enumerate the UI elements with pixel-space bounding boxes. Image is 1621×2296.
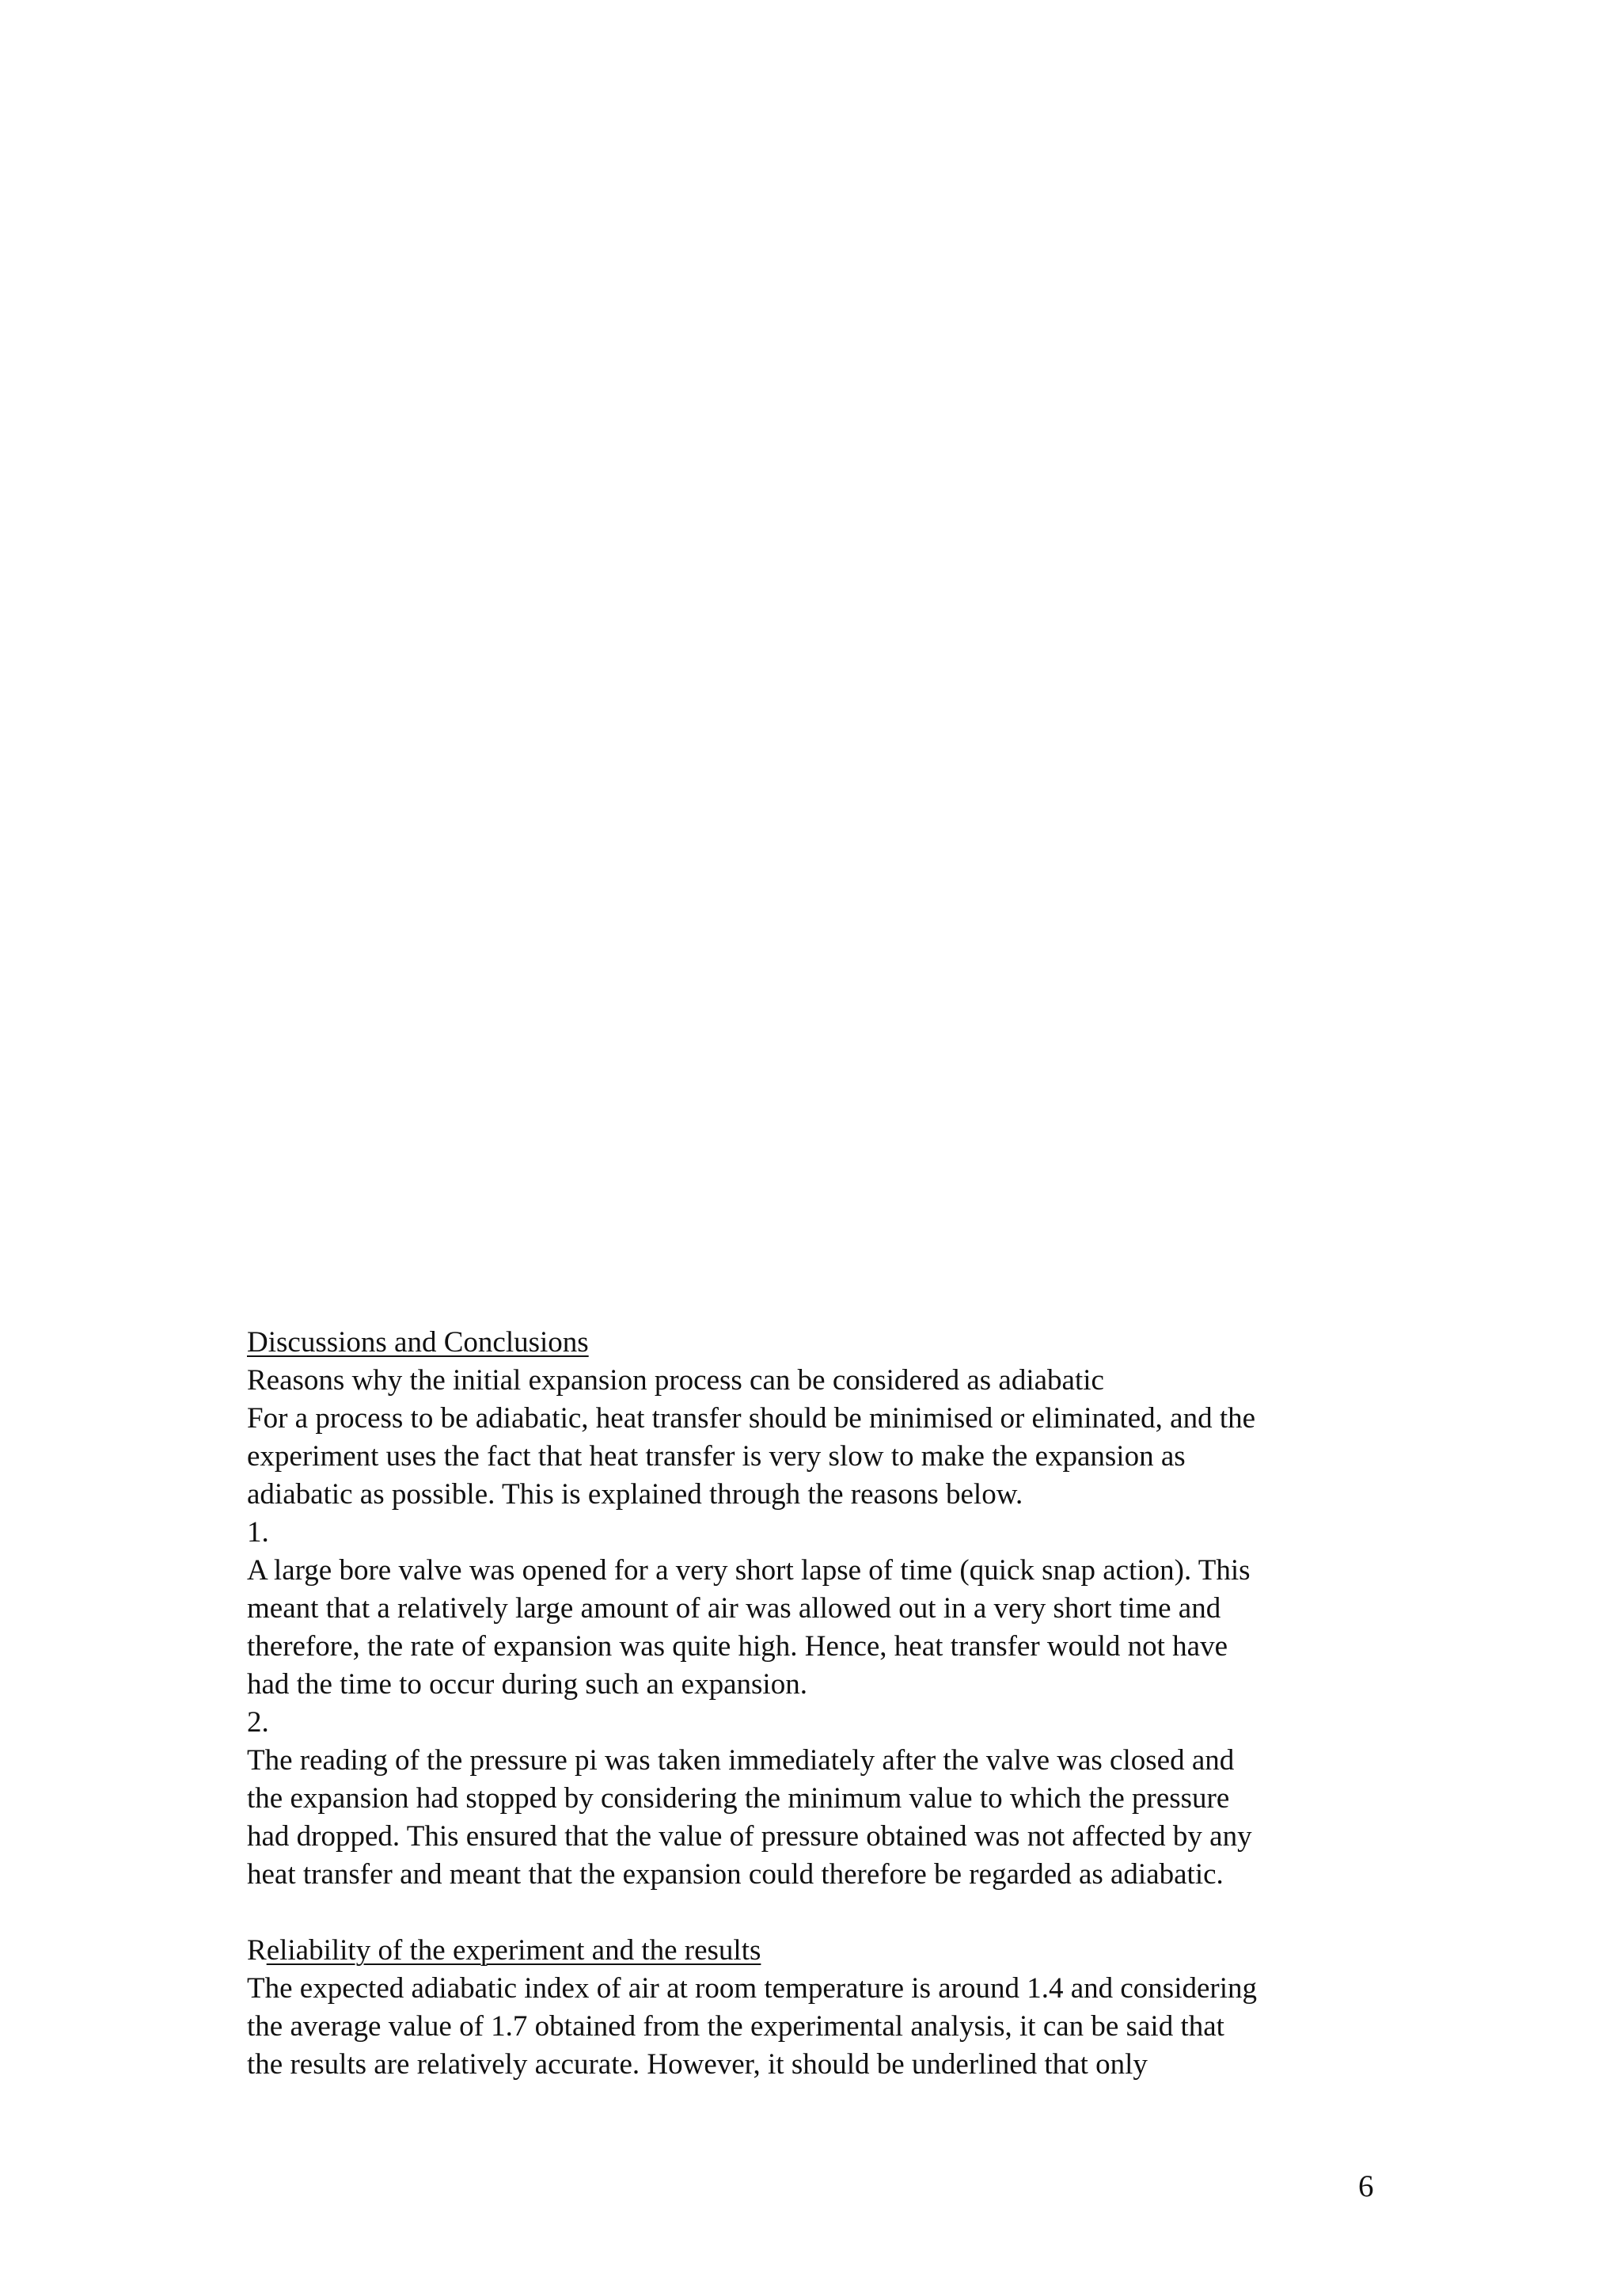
intro-line: adiabatic as possible. This is explained through the reasons below. bbox=[247, 1478, 1023, 1511]
subheading-adiabatic-reasons: Reasons why the initial expansion process can be considered as adiabatic bbox=[247, 1364, 1104, 1397]
page-number: 6 bbox=[1358, 2169, 1374, 2203]
document-body bbox=[247, 1324, 1387, 2084]
section-heading-prefix: R bbox=[247, 1934, 267, 1967]
reason-1-line: had the time to occur during such an expansion. bbox=[247, 1668, 807, 1701]
section-heading-underlined: eliability of the experiment and the results bbox=[266, 1934, 761, 1967]
reason-2-line: had dropped. This ensured that the value of pressure obtained was not affected by any bbox=[247, 1820, 1252, 1853]
reason-2-line: heat transfer and meant that the expansion could therefore be regarded as adiabatic. bbox=[247, 1858, 1224, 1891]
section-heading-discussions: Discussions and Conclusions bbox=[247, 1326, 589, 1359]
intro-line: experiment uses the fact that heat transfer is very slow to make the expansion as bbox=[247, 1440, 1186, 1473]
reliability-line: the average value of 1.7 obtained from the experimental analysis, it can be said that bbox=[247, 2010, 1224, 2043]
paragraph-spacer bbox=[247, 1894, 1387, 1932]
reason-2-line: the expansion had stopped by considering the minimum value to which the pressure bbox=[247, 1782, 1230, 1815]
reason-1-line: meant that a relatively large amount of air was allowed out in a very short time and bbox=[247, 1592, 1221, 1625]
list-number-1: 1. bbox=[247, 1516, 269, 1549]
list-number-2: 2. bbox=[247, 1706, 269, 1739]
reason-2-line: The reading of the pressure pi was taken immediately after the valve was closed and bbox=[247, 1744, 1235, 1777]
reliability-line: the results are relatively accurate. However, it should be underlined that only bbox=[247, 2048, 1148, 2081]
reason-1-line: therefore, the rate of expansion was quite high. Hence, heat transfer would not have bbox=[247, 1630, 1228, 1663]
reason-1-line: A large bore valve was opened for a very short lapse of time (quick snap action). This bbox=[247, 1554, 1251, 1587]
intro-line: For a process to be adiabatic, heat transfer should be minimised or eliminated, and the bbox=[247, 1402, 1256, 1435]
section-heading-reliability bbox=[247, 1932, 1387, 1970]
reliability-line: The expected adiabatic index of air at room temperature is around 1.4 and considering bbox=[247, 1972, 1258, 2005]
